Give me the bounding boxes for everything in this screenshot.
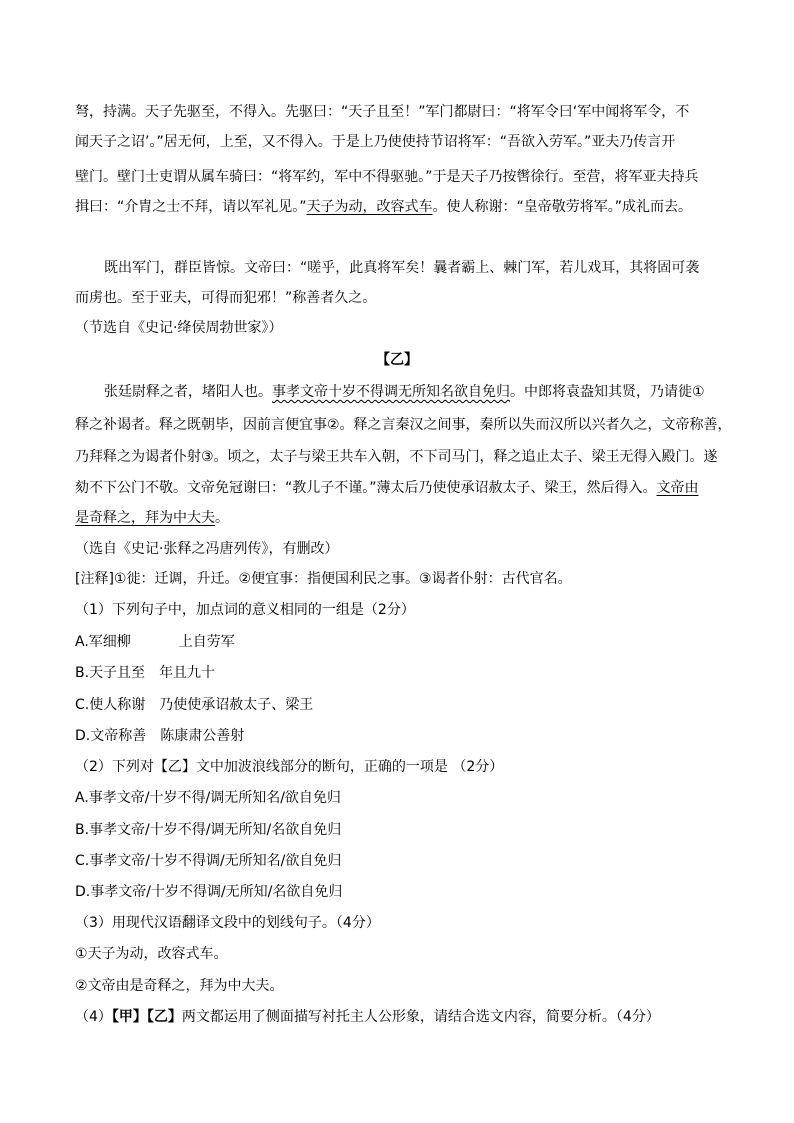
- passage-jia-line: 弩，持满。天子先驱至，不得入。先驱曰：“天子且至！”军门都尉曰：“将军令曰‘军中闻将军令，不: [75, 104, 690, 120]
- question-3-stem: （3）用现代汉语翻译文段中的划线句子。（4分）: [75, 915, 380, 931]
- option-part-a: 军细柳: [88, 634, 131, 650]
- question-4-stem: [75, 1007, 660, 1027]
- option-label: A.: [75, 634, 89, 650]
- question-2-option-d: D.事孝文帝/十岁不得调/无所知/名欲自免归: [75, 884, 343, 900]
- question-3-item-2: ②文帝由是奇释之，拜为中大夫。: [75, 978, 284, 994]
- passage-yi-line: [75, 382, 705, 402]
- question-1-option-b: [75, 663, 215, 683]
- underlined-sentence-1: 天子为动，改容式车: [306, 199, 433, 215]
- passage-jia-line: 闻天子之诏’。”居无何，上至，又不得入。于是上乃使使持节诏将军：“吾欲入劳军。”亚夫乃传言开: [75, 134, 676, 150]
- passage-yi-line: [75, 478, 699, 498]
- question-3-item-1: ①天子为动，改容式车。: [75, 946, 228, 962]
- text: 。使人称谢：“皇帝敬劳将军。”成礼而去。: [432, 199, 693, 215]
- option-part-a: 使人称谢: [89, 697, 146, 713]
- text: 张廷尉释之者，堵阳人也。: [104, 384, 272, 400]
- passage-yi-source: （选自《史记·张释之冯唐列传》，有删改）: [75, 541, 339, 557]
- question-2-option-c: C.事孝文帝/十岁不得调/无所知名/欲自免归: [75, 853, 342, 869]
- passage-jia-line: [75, 197, 692, 217]
- text: 劾不下公门不敬。文帝免冠谢曰：“教儿子不谨。”薄太后乃使使承诏赦太子、梁王，然后得入。: [75, 480, 657, 496]
- passage-jia-line: 而虏也。至于亚夫，可得而犯邪！”称善者久之。: [75, 290, 377, 306]
- option-label: C.: [75, 697, 90, 713]
- text: 揖曰：“介胄之士不拜，请以军礼见。”: [75, 199, 307, 215]
- passage-jia-source: （节选自《史记·绛侯周勃世家》）: [75, 320, 283, 336]
- wavy-underlined-passage: 事孝文帝十岁不得调无所知名欲自免归: [272, 384, 510, 400]
- passage-jia-line: 壁门。壁门士吏谓从属车骑曰：“将军约，军中不得驱驰。”于是天子乃按辔徐行。至营，将军亚夫持兵: [75, 169, 699, 185]
- question-number: （4）: [75, 1009, 112, 1025]
- option-part-b: 年且九十: [159, 665, 216, 681]
- option-label: D.: [75, 728, 91, 744]
- underlined-sentence-2: 文帝由: [656, 480, 699, 496]
- question-2-option-a: A.事孝文帝/十岁不得/调无所知名/欲自免归: [75, 790, 341, 806]
- passage-yi-line: 乃拜释之为谒者仆射③。顷之，太子与梁王共车入朝，不下司马门，释之追止太子、梁王无得入殿门。遂: [75, 449, 718, 465]
- question-text: 两文都运用了侧面描写衬托主人公形象，请结合选文内容，简要分析。（4分）: [181, 1009, 660, 1025]
- question-2-option-b: B.事孝文帝/十岁不得/调无所知/名欲自免归: [75, 822, 342, 838]
- passage-yi-line: [75, 508, 229, 528]
- passage-refs: 【甲】【乙】: [111, 1009, 182, 1025]
- option-part-b: 乃使使承诏赦太子、梁王: [159, 697, 314, 713]
- text: 。: [215, 510, 229, 526]
- passage-jia-paragraph-2: 既出军门，群臣皆惊。文帝曰：“嗟乎，此真将军矣！曩者霸上、棘门军，若儿戏耳，其将固可袭: [104, 260, 700, 276]
- question-1-option-d: [75, 726, 244, 746]
- option-part-a: 天子且至: [89, 665, 146, 681]
- text: 。中郎将袁盎知其贤，乃请徙①: [510, 384, 705, 400]
- underlined-sentence-2: 是奇释之，拜为中大夫: [75, 510, 215, 526]
- passage-yi-heading: 【乙】: [376, 352, 418, 368]
- option-part-a: 文帝称善: [90, 728, 147, 744]
- option-label: B.: [75, 665, 90, 681]
- question-1-option-a: [75, 632, 235, 652]
- passage-yi-line: 释之补谒者。释之既朝毕，因前言便宜事②。释之言秦汉之间事，秦所以失而汉所以兴者久之，文帝称善，: [75, 417, 732, 433]
- question-1-stem: （1）下列句子中，加点词的意义相同的一组是（2分）: [75, 602, 415, 618]
- annotations: [注释]①徙：迁调，升迁。②便宜事：指便国利民之事。③谒者仆射：古代官名。: [75, 571, 572, 587]
- question-1-option-c: [75, 695, 313, 715]
- question-2-stem: （2）下列对【乙】文中加波浪线部分的断句，正确的一项是 （2分）: [75, 759, 504, 775]
- option-part-b: 上自劳军: [178, 634, 235, 650]
- option-part-b: 陈康肃公善射: [160, 728, 245, 744]
